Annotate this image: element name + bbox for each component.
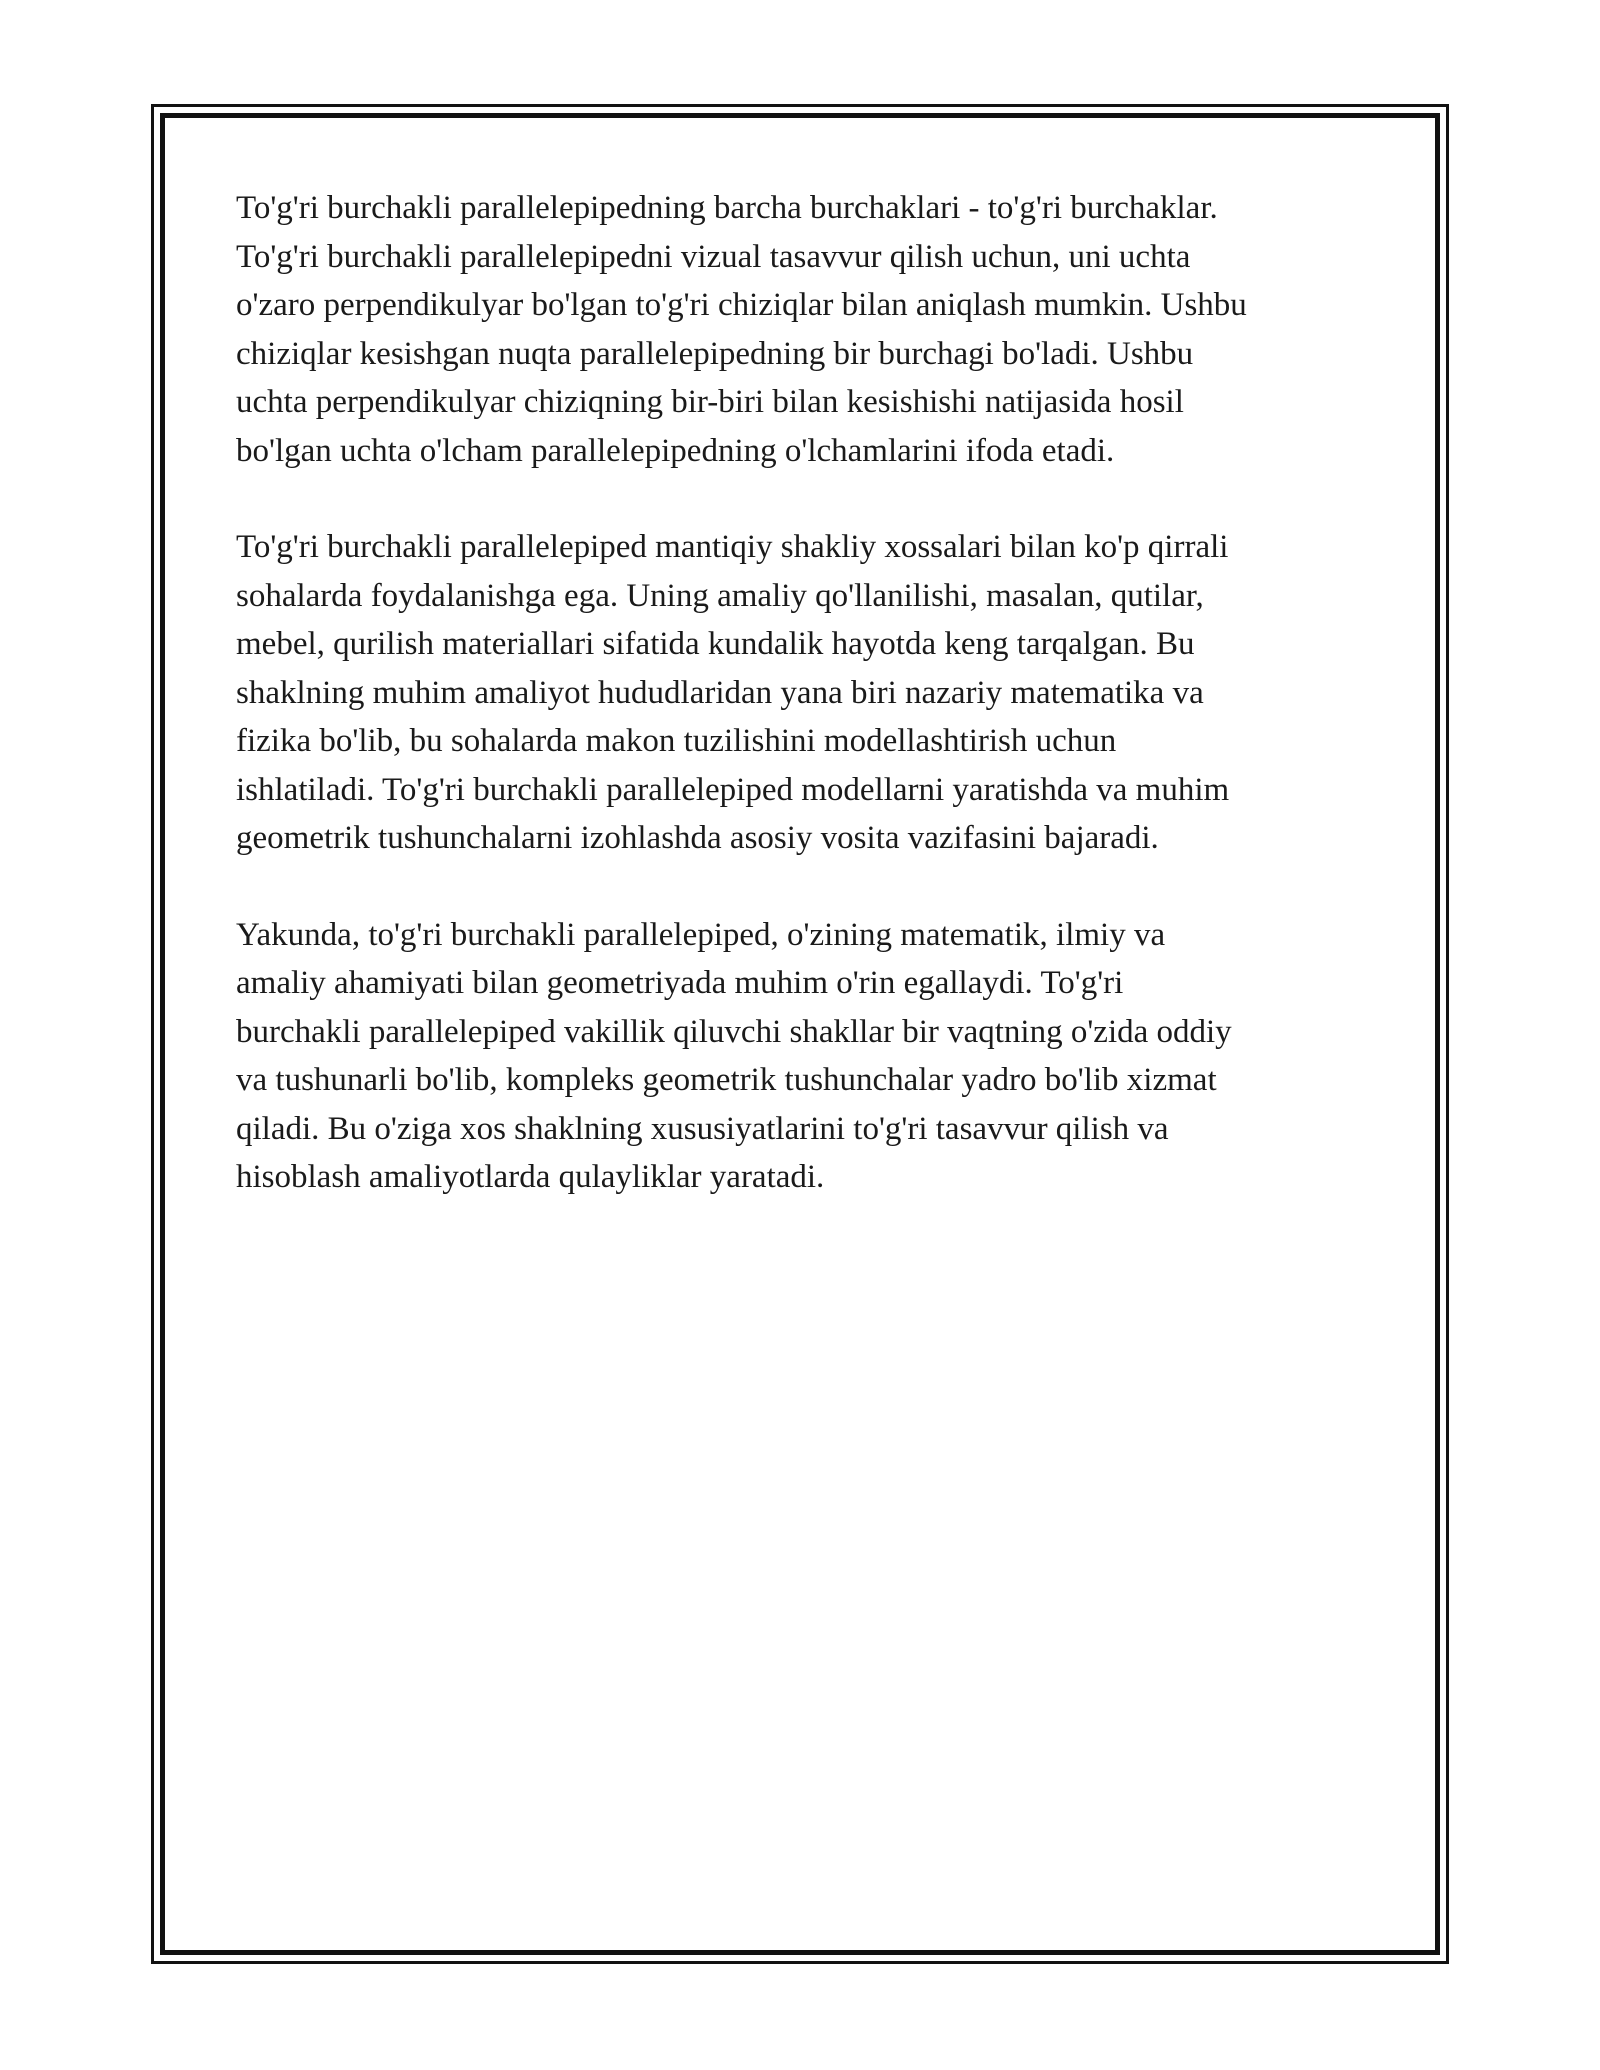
document-body xyxy=(236,184,1376,1250)
paragraph-2: To'g'ri burchakli parallelepiped mantiqiy shakliy xossalari bilan ko'p qirrali sohalarda foydalanishga ega. Uning amaliy qo'llanilishi, masalan, qutilar, mebel, qurilish materiallari sifatida kundalik hayotda keng tarqalgan. Bu shaklning muhim amaliyot hududlaridan yana biri nazariy matematika va fizika bo'lib, bu sohalarda makon tuzilishini modellashtirish uchun ishlatiladi. To'g'ri burchakli parallelepiped modellarni yaratishda va muhim geometrik tushunchalarni izohlashda asosiy vosita vazifasini bajaradi. xyxy=(236,529,1230,856)
paragraph-1: To'g'ri burchakli parallelepipedning barcha burchaklari - to'g'ri burchaklar. To'g'ri burchakli parallelepipedni vizual tasavvur qilish uchun, uni uchta o'zaro perpendikulyar bo'lgan to'g'ri chiziqlar bilan aniqlash mumkin. Ushbu chiziqlar kesishgan nuqta parallelepipedning bir burchagi bo'ladi. Ushbu uchta perpendikulyar chiziqning bir-biri bilan kesishishi natijasida hosil bo'lgan uchta o'lcham parallelepipedning o'lchamlarini ifoda etadi. xyxy=(236,190,1247,469)
paragraph-3: Yakunda, to'g'ri burchakli parallelepiped, o'zining matematik, ilmiy va amaliy ahamiyati bilan geometriyada muhim o'rin egallaydi. To'g'ri burchakli parallelepiped vakillik qiluvchi shakllar bir vaqtning o'zida oddiy va tushunarli bo'lib, kompleks geometrik tushunchalar yadro bo'lib xizmat qiladi. Bu o'ziga xos shaklning xususiyatlarini to'g'ri tasavvur qilish va hisoblash amaliyotlarda qulayliklar yaratadi. xyxy=(236,916,1232,1195)
